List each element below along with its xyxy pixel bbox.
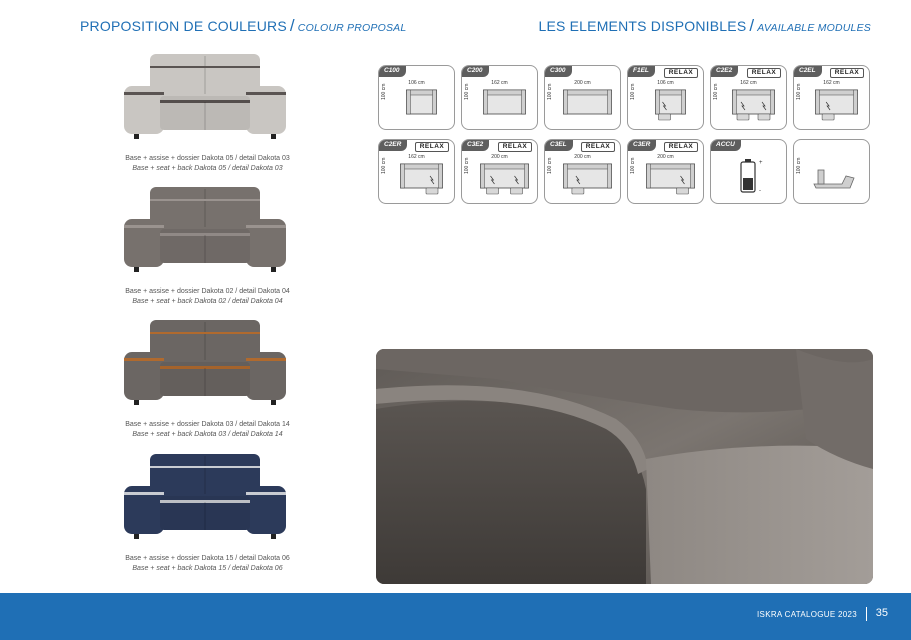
- sofa-swatch-2: [100, 185, 315, 306]
- module-width: 106 cm: [408, 80, 425, 86]
- recliner-side-icon: [794, 140, 870, 204]
- module-width: 200 cm: [574, 154, 591, 160]
- relax-logo: RELAX: [747, 68, 781, 78]
- caption-en: Base + seat + back Dakota 03 / detail Dakota 14: [132, 430, 283, 438]
- module-card: [710, 139, 787, 204]
- header-left-en: COLOUR PROPOSAL: [297, 22, 407, 34]
- module-card: [378, 139, 455, 204]
- sofa-swatch-4: [100, 452, 315, 573]
- module-width: 200 cm: [491, 154, 508, 160]
- svg-text:+: +: [759, 160, 763, 166]
- header-right: [538, 16, 871, 36]
- module-height: 100 cm: [547, 83, 553, 100]
- sofa-swatch-3: [100, 318, 315, 439]
- sofa-image: [120, 452, 320, 552]
- caption-en: Base + seat + back Dakota 05 / detail Dakota 03: [132, 164, 283, 172]
- module-height: 100 cm: [464, 83, 470, 100]
- module-width: 162 cm: [491, 80, 508, 86]
- module-code: C2ER: [378, 139, 407, 151]
- module-card: [627, 139, 704, 204]
- footer-divider: [866, 607, 867, 621]
- sofa-caption: [100, 287, 315, 306]
- relax-logo: RELAX: [664, 68, 698, 78]
- sofa-caption: [100, 554, 315, 573]
- module-code: C3EL: [544, 139, 573, 151]
- caption-fr: Base + assise + dossier Dakota 05 / detail Dakota 03: [125, 155, 290, 162]
- module-card: [461, 65, 538, 130]
- module-width: 200 cm: [574, 80, 591, 86]
- header-right-fr: LES ELEMENTS DISPONIBLES: [538, 18, 747, 34]
- caption-en: Base + seat + back Dakota 02 / detail Dakota 04: [132, 297, 283, 305]
- relax-logo: RELAX: [415, 142, 449, 152]
- module-code: C3E2: [461, 139, 489, 151]
- fabric-detail-photo: [376, 349, 873, 584]
- sofa-caption: [100, 154, 315, 173]
- module-width: 200 cm: [657, 154, 674, 160]
- module-height: 100 cm: [713, 83, 719, 100]
- page-number: 35: [875, 607, 888, 619]
- caption-fr: Base + assise + dossier Dakota 15 / detail Dakota 06: [125, 555, 290, 562]
- header-right-en: AVAILABLE MODULES: [757, 22, 871, 34]
- sofa-image: [120, 318, 320, 418]
- relax-logo: RELAX: [498, 142, 532, 152]
- module-code: C2E2: [710, 65, 738, 77]
- module-card: [378, 65, 455, 130]
- module-width: 162 cm: [740, 80, 757, 86]
- module-height: 100 cm: [547, 157, 553, 174]
- module-height: 100 cm: [630, 83, 636, 100]
- module-code: C200: [461, 65, 489, 77]
- catalogue-label: ISKRA CATALOGUE 2023: [757, 610, 857, 619]
- header-left: [80, 16, 406, 36]
- sofa-image: [120, 185, 320, 285]
- module-height: 100 cm: [630, 157, 636, 174]
- module-code: C2EL: [793, 65, 822, 77]
- caption-fr: Base + assise + dossier Dakota 03 / detail Dakota 14: [125, 421, 290, 428]
- module-height: 100 cm: [796, 157, 802, 174]
- sofa-image: [120, 52, 320, 152]
- module-code: C3ER: [627, 139, 656, 151]
- module-card: [544, 65, 621, 130]
- sofa-swatch-1: [100, 52, 315, 173]
- module-card: [544, 139, 621, 204]
- module-card: [793, 139, 870, 204]
- module-code: ACCU: [710, 139, 741, 151]
- module-width: 162 cm: [408, 154, 425, 160]
- caption-fr: Base + assise + dossier Dakota 02 / detail Dakota 04: [125, 288, 290, 295]
- sofa-caption: [100, 420, 315, 439]
- module-width: 162 cm: [823, 80, 840, 86]
- svg-text:-: -: [759, 188, 761, 194]
- relax-logo: RELAX: [581, 142, 615, 152]
- module-height: 100 cm: [796, 83, 802, 100]
- relax-logo: RELAX: [664, 142, 698, 152]
- module-card: [461, 139, 538, 204]
- module-code: C300: [544, 65, 572, 77]
- caption-en: Base + seat + back Dakota 15 / detail Dakota 06: [132, 564, 283, 572]
- relax-logo: RELAX: [830, 68, 864, 78]
- module-height: 100 cm: [464, 157, 470, 174]
- module-card: [627, 65, 704, 130]
- module-height: 100 cm: [381, 83, 387, 100]
- header-right-separator: /: [749, 16, 755, 35]
- module-card: [710, 65, 787, 130]
- module-height: 100 cm: [381, 157, 387, 174]
- module-code: C100: [378, 65, 406, 77]
- header-left-fr: PROPOSITION DE COULEURS: [80, 18, 287, 34]
- page-footer: [0, 593, 911, 640]
- module-width: 106 cm: [657, 80, 674, 86]
- module-card: [793, 65, 870, 130]
- module-code: F1EL: [627, 65, 655, 77]
- header-left-separator: /: [289, 16, 295, 35]
